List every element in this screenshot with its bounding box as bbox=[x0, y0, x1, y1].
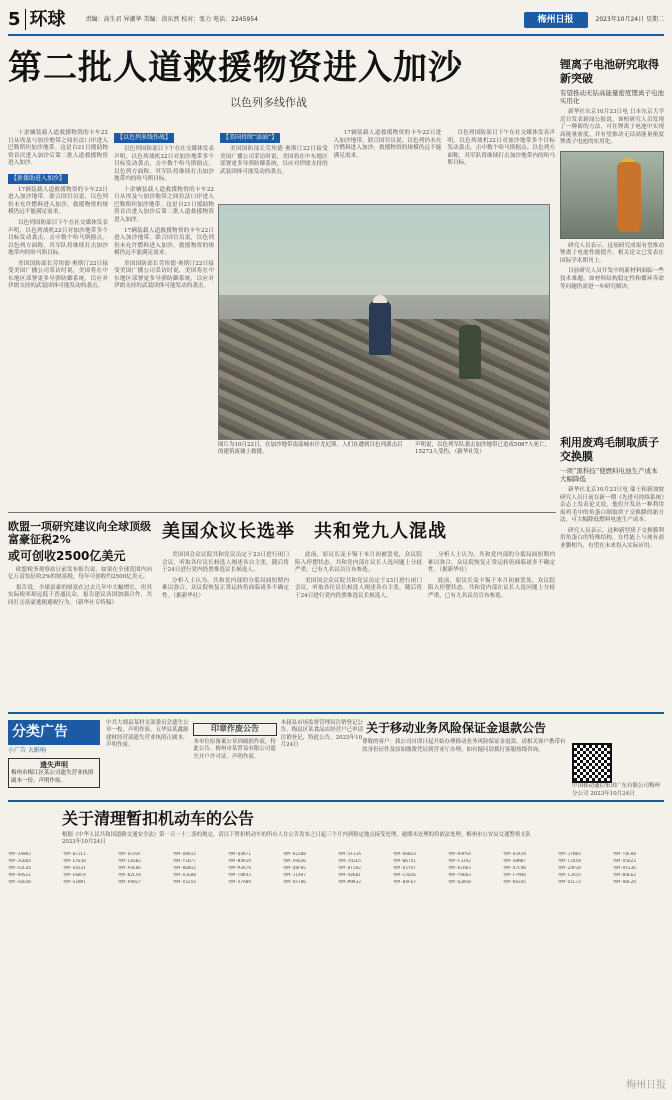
us-story-headline: 美国众议长选举 共和党九人混战 bbox=[162, 521, 447, 542]
plate-entry: 粤M·V5D23 bbox=[613, 859, 636, 865]
worker-photo bbox=[560, 151, 664, 239]
plate-entry: 粤M·S8M07 bbox=[503, 859, 526, 865]
lead-paragraph: 美国国防部长劳埃德·奥斯汀22日接受美国广播公司采访时说，美国将在中东地区部署更多导弹防御系统，以应对伊朗支持的武装团体可能发动的袭击。 bbox=[114, 260, 214, 290]
plate-entry: 粤M·H8C20 bbox=[613, 879, 636, 885]
notice-sign: 中国移动通信集团广东有限公司梅州分公司 2023年10月24日 bbox=[572, 783, 661, 797]
story-title: 利用废鸡毛制取质子交换膜 bbox=[560, 436, 659, 463]
section-number: 5 bbox=[8, 9, 26, 30]
plate-entry: 粤M·T8K43 bbox=[228, 873, 251, 878]
plate-entry: 粤M·N4R19 bbox=[228, 859, 251, 865]
plate-entry: 粤M·H6W23 bbox=[393, 852, 416, 858]
lead-column-1 bbox=[8, 130, 108, 294]
ad-column bbox=[193, 720, 276, 761]
plate-entry: 粤M·N2L59 bbox=[118, 873, 141, 878]
plate-entry: 粤M·J1X97 bbox=[283, 873, 306, 878]
story-column bbox=[162, 552, 289, 603]
helmet bbox=[373, 295, 387, 303]
plate-entry: 粤M·C1K58 bbox=[558, 859, 581, 865]
plate-entry: 粤M·H5J36 bbox=[613, 866, 636, 872]
plate-entry: 粤M·V3Z54 bbox=[173, 879, 196, 885]
plate-entry: 粤M·U1L73 bbox=[558, 879, 581, 885]
plate-entry: 粤M·4V6B1 bbox=[338, 873, 361, 878]
plate-entry: 粤M·F7M40 bbox=[503, 873, 526, 878]
plate-entry: 粤M·A3G08 bbox=[173, 873, 196, 878]
lead-paragraph: 以色列国防部日下午在社交媒体发表声明，以色列战机22日对加沙地带多个目标发动袭击，击中数个哈马斯据点。以色列方面称，其军队将继续打击加沙地带内的哈马斯目标。 bbox=[447, 130, 556, 167]
notice-title: 关于清理暂扣机动车的公告 bbox=[62, 809, 255, 828]
story-paragraph: 此前，原议长麦卡锡于本月初被罢免，众议院陷入停摆状态。共和党内部在议长人选问题上分歧严重，已有九名议员宣布参选。 bbox=[428, 577, 555, 599]
story-paragraph: 新华社东京10月23日电 日本东京大学近日发表新闻公报说，该校研究人员发现了一种新的方法，可在锂离子电池中实现高能量密度，并有望推动无钴高能量密度锂离子电池的实用化。 bbox=[560, 109, 664, 146]
story-paragraph: 美国国会众议院共和党议员定于23日进行闭门会议，听取各位议长候选人阐述各自主张，随后将于24日进行党内投票推选议长候选人。 bbox=[162, 552, 289, 574]
notice-title: 遗失声明 bbox=[40, 760, 68, 769]
lead-paragraph: 17辆装载人道救援物资的卡车22日进入加沙地带。联合国官员说，以色列仍未允许燃料进入加沙，救援物资的规模仍远不能满足需求。 bbox=[114, 227, 214, 257]
plate-entry: 粤M·6C93F bbox=[118, 852, 141, 858]
plate-entry: 粤M·F3J92 bbox=[448, 859, 471, 865]
plate-entry: 粤M·U7C90 bbox=[503, 866, 526, 872]
plate-entry: 粤M·3A8K2 bbox=[8, 852, 31, 858]
story-paragraph: 欧盟税务观察站日前发布报告说，如果在全球范围内向亿万富翁征收2%的财富税，每年可创收约2500亿美元。 bbox=[8, 566, 152, 581]
classified-ad-block bbox=[8, 720, 100, 790]
section-tag: 【美国持续“添油”】 bbox=[220, 133, 280, 143]
plate-entry: 粤M·B4F67 bbox=[393, 879, 416, 885]
plate-entry: 粤M·G9Z31 bbox=[63, 866, 86, 872]
qr-code bbox=[572, 743, 612, 783]
section-name: 环球 bbox=[29, 8, 66, 30]
lead-paragraph: 17辆装载人道救援物资的卡车22日进入加沙地带。联合国官员说，以色列仍未允许燃料进入加沙，救援物资的规模仍远不能满足需求。 bbox=[333, 130, 442, 159]
story-subtitle: 一项“黑科技”使燃料电池生产成本大幅降低 bbox=[560, 466, 658, 484]
story-column bbox=[295, 552, 422, 603]
news-photo-rubble bbox=[218, 204, 550, 440]
plate-entry: 粤M·Q4K71 bbox=[228, 852, 251, 858]
lead-paragraph: 17辆装载人道救援物资的卡车22日进入加沙地带。联合国官员说，以色列仍未允许燃料进入加沙，救援物资的规模仍远不能满足需求。 bbox=[8, 186, 108, 216]
plate-entry: 粤M·X2L64 bbox=[8, 866, 31, 872]
plate-entry: 粤M·K6S45 bbox=[503, 879, 526, 885]
notice-intro: 根据《中华人民共和国道路交通安全法》第一百一十二条的规定，请以下暂扣机动车的所有人在公告发布之日起三个月内到指定地点接受处理，逾期未处理的将依法处理。梅州市公安局交通警察支队 2023年10月24日 bbox=[62, 831, 531, 845]
plate-entry: 粤M·X7A09 bbox=[228, 879, 251, 885]
story-paragraph: 分析人士认为，共和党内部的分裂局面短期内难以弥合，众议院恢复正常运转仍面临诸多不确定性。（据新华社） bbox=[162, 577, 289, 599]
plate-entry: 粤M·K1H63 bbox=[448, 866, 471, 872]
masthead bbox=[8, 6, 664, 36]
lead-paragraph: 美国国防部长劳埃德·奥斯汀22日接受美国广播公司采访时说，美国将在中东地区部署更多导弹防御系统，以应对伊朗支持的武装团体可能发动的袭击。 bbox=[8, 260, 108, 290]
battery-story bbox=[560, 58, 664, 294]
plate-entry: 粤M·K9P54 bbox=[448, 852, 471, 858]
plate-entry: 粤M·B6N12 bbox=[173, 866, 196, 872]
lead-headline: 第二批人道救援物资进入加沙 bbox=[8, 48, 463, 88]
rescuer-figure bbox=[369, 301, 391, 355]
plate-table bbox=[8, 852, 664, 886]
feather-story bbox=[560, 436, 664, 553]
classified-columns bbox=[106, 720, 364, 761]
divider bbox=[8, 512, 556, 513]
plate-entry: 粤M·7H2E5 bbox=[338, 859, 361, 865]
section-tag: 【新援助进入加沙】 bbox=[8, 174, 68, 184]
us-story-body bbox=[162, 552, 555, 603]
plate-entry: 粤M·M3R79 bbox=[228, 866, 251, 872]
plate-entry: 粤M·Z4P18 bbox=[558, 866, 581, 872]
story-title: 欧盟一项研究建议向全球顶级富豪征税2% bbox=[8, 520, 151, 547]
plate-entry: 粤M·R2Z08 bbox=[283, 852, 306, 858]
story-subtitle: 或可创收2500亿美元 bbox=[8, 549, 126, 564]
lead-column-2 bbox=[114, 130, 214, 294]
issue-date: 2023年10月24日 星期二 bbox=[595, 15, 664, 23]
plate-entry: 粤M·Y1B77 bbox=[173, 859, 196, 865]
plate-entry: 粤M·T0C88 bbox=[613, 852, 636, 858]
story-column bbox=[428, 552, 555, 603]
story-paragraph: 美国国会众议院共和党议员定于23日进行闭门会议，听取各位议长候选人阐述各自主张，随后将于24日进行党内投票推选议长候选人。 bbox=[295, 577, 422, 599]
plate-entry: 粤M·S6U38 bbox=[8, 879, 31, 885]
plate-entry: 粤M·W6T41 bbox=[393, 859, 416, 865]
caption-text: 图片为10月22日，在加沙地带南部城市汗尤尼斯，人们在遭到以色列袭击后的建筑废墟上救援。 bbox=[218, 442, 403, 456]
caption-text: 声明说，以色列军队袭击加沙地带已造成5087人死亡，15273人受伤。（新华社发） bbox=[415, 442, 550, 456]
photo-caption bbox=[218, 442, 550, 457]
stamp-notice-title: 印章作废公告 bbox=[193, 723, 276, 736]
notice-title: 关于移动业务风险保证金退款公告 bbox=[366, 721, 547, 735]
plate-entry: 粤M·8T5A2 bbox=[338, 866, 361, 872]
lead-paragraph: 美国国防部长劳埃德·奥斯汀22日接受美国广播公司采访时说，美国将在中东地区部署更多导弹防御系统，以应对伊朗支持的武装团体可能发动的袭击。 bbox=[220, 146, 328, 175]
story-paragraph: 研究人员表示，这项研究成果有望推动锂离子电池性能提升。相关论文已发表在国际学术期刊上。 bbox=[560, 242, 664, 264]
rescuer-figure bbox=[459, 325, 481, 379]
editor-credits: 责编：高生君 异潮华 美编：涂东然 校对：张力 电话：2245954 bbox=[85, 15, 258, 23]
plate-entry: 粤M·L8S02 bbox=[118, 859, 141, 865]
lead-column-5 bbox=[447, 130, 555, 179]
plate-entry: 粤M·W4E62 bbox=[613, 873, 636, 878]
plate-entry: 粤M·D5T86 bbox=[283, 879, 306, 885]
lead-paragraph: 以色列国防部日下午在社交媒体发表声明，以色列战机22日对加沙地带多个目标发动袭击，击中数个哈马斯据点。以色列方面称，其军队将继续打击加沙地带内的哈马斯目标。 bbox=[114, 146, 214, 183]
ad-text: 本单位原备案公章因破损作废，特此公告。梅州市某贸易有限公司遗失开户许可证，声明作废。 bbox=[193, 738, 276, 760]
plate-entry: 粤M·2G6D4 bbox=[8, 859, 31, 865]
lead-subheadline: 以色列多线作战 bbox=[230, 95, 307, 109]
story-paragraph: 研究人员表示，这种新型质子交换膜利用角蛋白的特殊结构，在性能上与现有商业膜相当，有望在未来投入实际应用。 bbox=[560, 527, 664, 549]
plate-entry: 粤M·D8812 bbox=[173, 852, 196, 858]
story-paragraph: 目前研究人员开发中的新材料面临一些技术难题，如材料结构稳定性和循环寿命等问题仍需进一步研究解决。 bbox=[560, 268, 664, 290]
story-subtitle: 有望推动无钴高能量密度锂离子电池实用化 bbox=[560, 88, 664, 106]
classified-tagline: 小广告 大影响 bbox=[8, 746, 46, 754]
plate-entry: 粤M·D2Y47 bbox=[393, 866, 416, 872]
newspaper-logo: 梅州日报 bbox=[524, 12, 588, 28]
vehicle-notice bbox=[8, 800, 664, 1092]
lead-column-3 bbox=[220, 130, 328, 179]
plate-entry: 粤M·J7N65 bbox=[558, 852, 581, 858]
plate-entry: 粤M·R9S21 bbox=[8, 873, 31, 878]
notice-body: 尊敬的客户：我公司自即日起开始办理移动业务风险保证金退款，请相关客户携带有效身份证件及原始缴费凭证到营业厅办理。如有疑问请拨打客服热线咨询。 bbox=[362, 739, 566, 753]
plate-entry: 粤M·A9Q36 bbox=[283, 859, 306, 865]
section-tag: 【以色列多线作战】 bbox=[114, 133, 174, 143]
story-paragraph: 分析人士认为，共和党内部的分裂局面短期内难以弥合，众议院恢复正常运转仍面临诸多不确定性。（据新华社） bbox=[428, 552, 555, 574]
plate-entry: 粤M·G1N91 bbox=[63, 879, 86, 885]
lost-notice bbox=[8, 758, 100, 788]
plate-entry: 粤M·B72L1 bbox=[63, 852, 86, 858]
lead-paragraph: 十余辆装载人道救援物资的卡车22日从埃及与加沙地带之间拉法口岸进入巴勒斯坦加沙地带。这是自21日援助物资首次进入加沙后第二批人道救援物资进入加沙。 bbox=[114, 186, 214, 224]
plate-entry: 粤M·Q2W18 bbox=[448, 879, 471, 885]
plate-entry: 粤M·P4E86 bbox=[118, 866, 141, 872]
plate-entry: 粤M·P8H27 bbox=[118, 879, 141, 885]
story-paragraph: 报告说，全球富豪的财富在过去几年中大幅增长，但其实际税率却远低于普通民众。报告建议各国加强合作，共同打击富豪逃税避税行为。（新华社专特稿） bbox=[8, 584, 152, 606]
ad-column: 中共大埔县某村支部委员会遗失公章一枚，声明作废。五华县某鑫源建材经营部遗失营业执照正副本，声明作废。 bbox=[106, 720, 189, 749]
lead-paragraph: 以色列国防部日下午在社交媒体发表声明，以色列战机22日对加沙地带多个目标发动袭击，击中数个哈马斯据点。以色列方面称，其军队将继续打击加沙地带内的哈马斯目标。 bbox=[8, 220, 108, 257]
lead-column-4 bbox=[334, 130, 442, 179]
story-paragraph: 新华社北京10月23日电 瑞士和新加坡研究人员日前在新一期《先进可持续系统》杂志上发表论文说，他们开发出一种利用废鸡毛中的角蛋白制取质子交换膜的新方法，可大幅降低燃料电池生产成本。 bbox=[560, 487, 664, 524]
plate-entry: 粤M·Q8F05 bbox=[283, 866, 306, 872]
plate-entry: 粤M·E6W74 bbox=[63, 873, 86, 878]
plate-entry: 粤M·L5Q26 bbox=[393, 873, 416, 878]
plate-entry: 粤M·5F11A bbox=[338, 852, 361, 858]
plate-entry: 粤M·U3X19 bbox=[503, 852, 526, 858]
tax-story bbox=[8, 520, 152, 610]
lead-paragraph: 十余辆装载人道救援物资的卡车22日从埃及与加沙地带之间拉法口岸进入巴勒斯坦加沙地带。这是自21日援助物资首次进入加沙后第二批人道救援物资进入加沙。 bbox=[8, 130, 108, 167]
story-paragraph: 此前，原议长麦卡锡于本月初被罢免，众议院陷入停摆状态。共和党内部在议长人选问题上分歧严重，已有九名议员宣布参选。 bbox=[295, 552, 422, 574]
classified-title: 分类广告 bbox=[8, 720, 100, 745]
ad-column: 本届县市场监督管理局注销登记公告，梅县区某食品店经营户已申请注销登记，特此公告。2023年10月24日 bbox=[280, 720, 364, 749]
plate-entry: 粤M·Y9D83 bbox=[448, 873, 471, 878]
watermark: 梅州日报 bbox=[626, 1079, 666, 1091]
story-title: 锂离子电池研究取得新突破 bbox=[560, 58, 659, 85]
plate-entry: 粤M·E5V30 bbox=[63, 859, 86, 865]
notice-text: 梅州市梅江区某公司遗失营业执照副本一份，声明作废。 bbox=[11, 770, 94, 784]
plate-entry: 粤M·M9K32 bbox=[338, 879, 361, 885]
section-label bbox=[8, 8, 66, 32]
plate-entry: 粤M·C2R15 bbox=[558, 873, 581, 878]
